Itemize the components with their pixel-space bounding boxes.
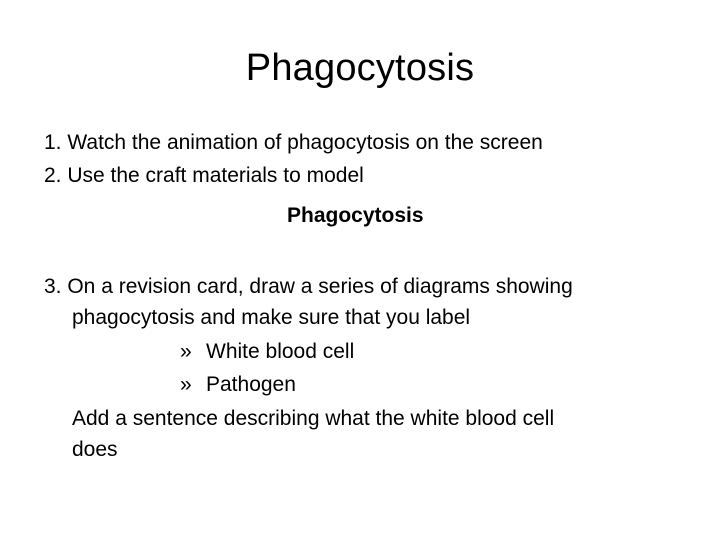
instruction-sentence-continuation: does xyxy=(72,438,118,461)
label-bullet-pathogen xyxy=(180,369,296,401)
chevron-bullet-icon: » xyxy=(180,373,192,396)
label-bullet-white-blood-cell xyxy=(180,336,354,368)
bullet-text: White blood cell xyxy=(206,340,355,363)
chevron-bullet-icon: » xyxy=(180,340,192,363)
instruction-2-emphasis: Phagocytosis xyxy=(287,204,424,227)
instruction-3: 3. On a revision card, draw a series of diagrams showing xyxy=(44,275,573,298)
instruction-sentence: Add a sentence describing what the white blood cell xyxy=(72,407,555,430)
slide-title: Phagocytosis xyxy=(245,47,475,89)
bullet-text: Pathogen xyxy=(206,373,296,396)
instruction-2: 2. Use the craft materials to model xyxy=(44,164,364,187)
instruction-3-continuation: phagocytosis and make sure that you label xyxy=(72,306,471,329)
instruction-1: 1. Watch the animation of phagocytosis on the screen xyxy=(44,131,543,154)
